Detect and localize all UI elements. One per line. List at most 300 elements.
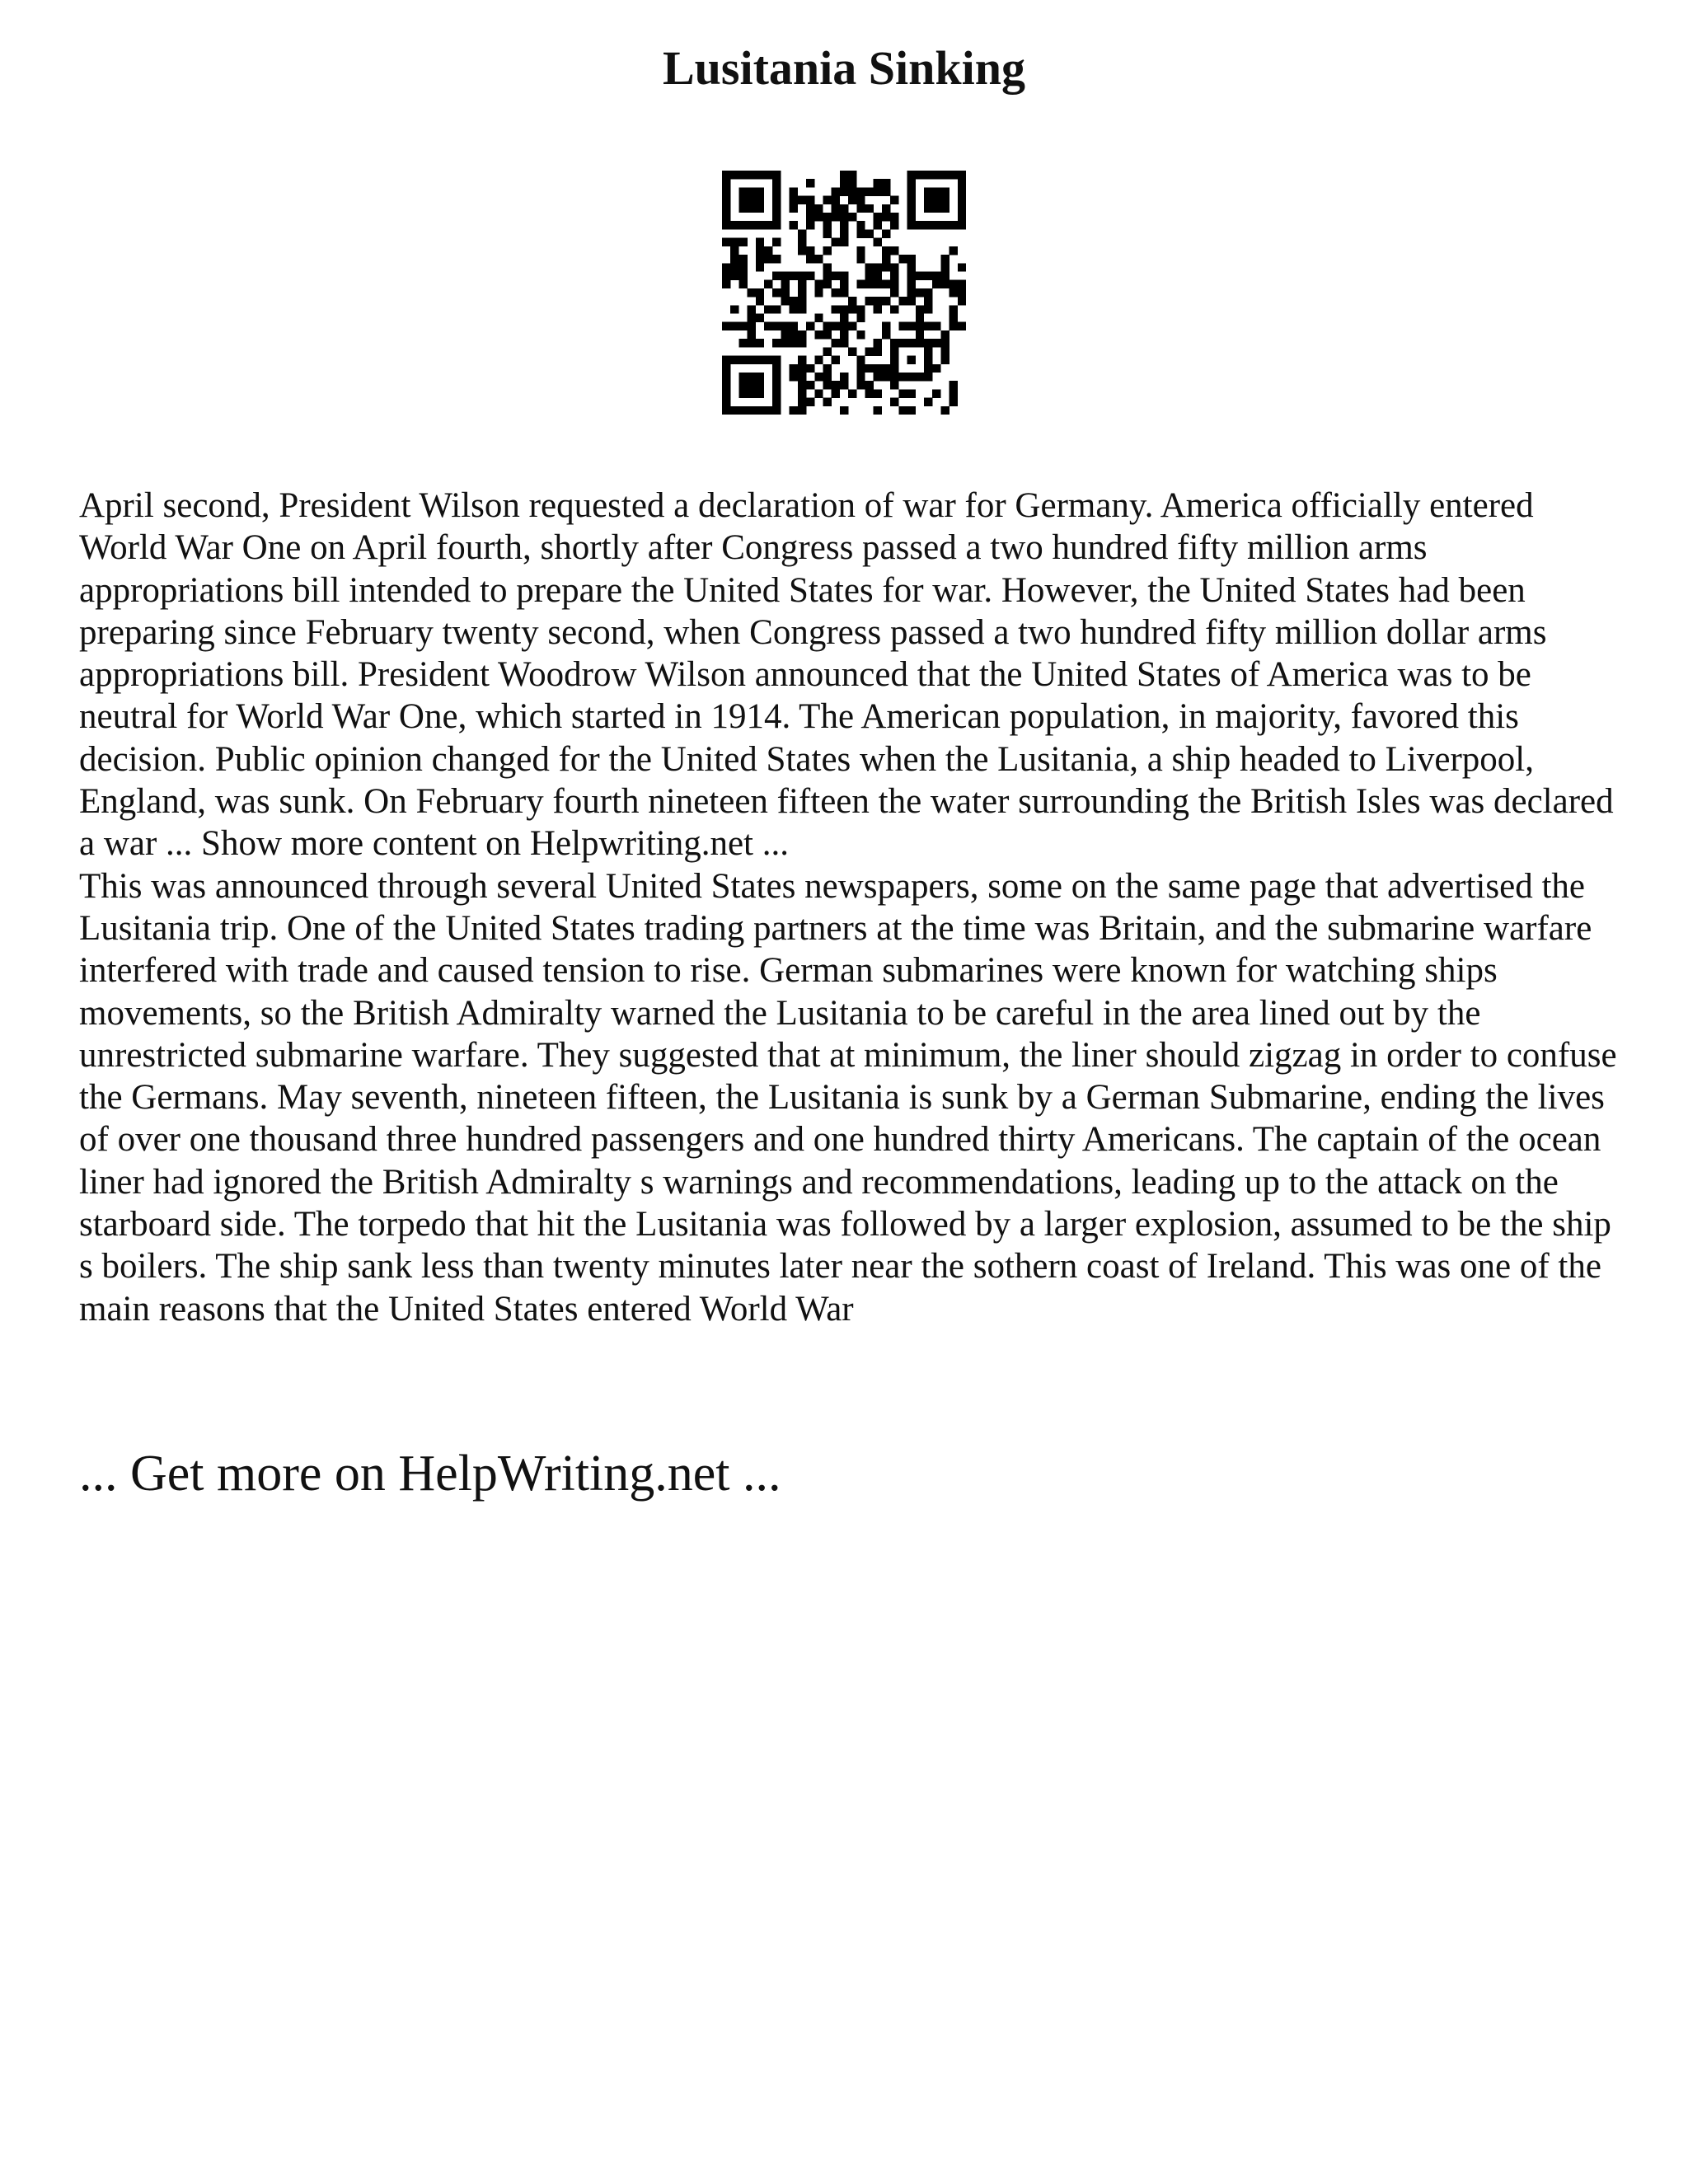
qr-module — [781, 288, 789, 297]
qr-module — [790, 187, 798, 195]
qr-module — [856, 305, 865, 313]
qr-module — [823, 246, 831, 255]
qr-module — [848, 389, 856, 397]
qr-module — [932, 339, 940, 347]
body-text — [79, 485, 1629, 1330]
qr-module — [865, 381, 874, 389]
qr-module — [958, 179, 966, 187]
qr-module — [898, 297, 907, 305]
qr-module — [840, 330, 848, 339]
qr-module — [814, 204, 823, 213]
qr-module — [865, 364, 874, 373]
qr-module — [790, 271, 798, 279]
qr-module — [756, 187, 764, 195]
qr-module — [856, 373, 865, 381]
qr-module — [882, 204, 890, 213]
qr-module — [722, 322, 730, 330]
qr-module — [898, 373, 907, 381]
qr-module — [924, 204, 932, 213]
paragraph-2: This was announced through several United States newspapers, some on the same page that advertised the Lusitania trip. One of the United States trading partners at the time was Britain, and the submarine warfare interfered with trade and caused tension to rise. German submarines were known for watching ships movements, so the British Admiralty warned the Lusitania to be careful in the area lined out by the unrestricted submarine warfare. They suggested that at minimum, the liner should zigzag in order to confuse the Germans. May seventh, nineteen fifteen, the Lusitania is sunk by a German Submarine, ending the lives of over one thousand three hundred passengers and one hundred thirty Americans. The captain of the ocean liner had ignored the British Admiralty s warnings and recommendations, leading up to the attack on the starboard side. The torpedo that hit the Lusitania was followed by a larger explosion, assumed to be the ship s boilers. The ship sank less than twenty minutes later near the sothern coast of Ireland. This was one of the main reasons that the United States entered World War — [79, 866, 1617, 1329]
qr-module — [856, 280, 865, 288]
qr-module — [781, 280, 789, 288]
qr-module — [924, 398, 932, 406]
qr-module — [958, 204, 966, 213]
qr-module — [772, 373, 781, 381]
qr-module — [865, 347, 874, 355]
qr-module — [924, 271, 932, 279]
qr-module — [738, 271, 747, 279]
qr-module — [924, 221, 932, 229]
qr-module — [756, 389, 764, 397]
qr-module — [874, 373, 882, 381]
qr-module — [882, 297, 890, 305]
qr-module — [916, 271, 924, 279]
qr-module — [806, 196, 814, 204]
qr-module — [932, 187, 940, 195]
qr-module — [738, 221, 747, 229]
qr-module — [940, 255, 949, 263]
qr-module — [932, 196, 940, 204]
qr-module — [756, 339, 764, 347]
qr-module — [856, 246, 865, 255]
qr-module — [882, 255, 890, 263]
qr-module — [764, 305, 772, 313]
qr-module — [890, 271, 898, 279]
qr-module — [940, 196, 949, 204]
qr-module — [772, 288, 781, 297]
qr-module — [840, 280, 848, 288]
qr-module — [848, 347, 856, 355]
qr-module — [840, 221, 848, 229]
qr-module — [832, 238, 840, 246]
qr-module — [730, 255, 738, 263]
qr-module — [890, 381, 898, 389]
qr-module — [798, 238, 806, 246]
qr-module — [722, 356, 730, 364]
qr-module — [840, 229, 848, 237]
qr-module — [756, 196, 764, 204]
qr-module — [874, 297, 882, 305]
qr-module — [940, 187, 949, 195]
qr-module — [790, 196, 798, 204]
qr-module — [806, 221, 814, 229]
qr-module — [916, 373, 924, 381]
qr-module — [924, 356, 932, 364]
qr-module — [772, 398, 781, 406]
qr-module — [748, 389, 756, 397]
qr-module — [823, 196, 831, 204]
qr-module — [772, 179, 781, 187]
qr-module — [840, 179, 848, 187]
qr-module — [924, 187, 932, 195]
qr-module — [882, 263, 890, 271]
qr-module — [798, 229, 806, 237]
qr-module — [898, 406, 907, 415]
qr-module — [748, 204, 756, 213]
qr-module — [882, 213, 890, 221]
qr-module — [890, 356, 898, 364]
qr-module — [958, 221, 966, 229]
qr-module — [806, 398, 814, 406]
qr-module — [730, 238, 738, 246]
qr-module — [722, 204, 730, 213]
qr-module — [806, 179, 814, 187]
qr-module — [924, 347, 932, 355]
qr-module — [756, 297, 764, 305]
qr-module — [840, 238, 848, 246]
qr-module — [832, 288, 840, 297]
qr-module — [848, 322, 856, 330]
qr-module — [865, 229, 874, 237]
qr-module — [832, 213, 840, 221]
qr-module — [874, 238, 882, 246]
qr-module — [798, 406, 806, 415]
qr-module — [856, 187, 865, 195]
qr-module — [814, 356, 823, 364]
qr-module — [823, 280, 831, 288]
qr-module — [848, 171, 856, 179]
qr-module — [950, 246, 958, 255]
qr-module — [772, 238, 781, 246]
qr-module — [806, 204, 814, 213]
qr-module — [840, 204, 848, 213]
qr-module — [856, 314, 865, 322]
qr-module — [730, 171, 738, 179]
qr-module — [874, 179, 882, 187]
qr-module — [907, 406, 916, 415]
qr-module — [798, 280, 806, 288]
qr-module — [772, 255, 781, 263]
qr-module — [950, 305, 958, 313]
qr-module — [823, 322, 831, 330]
qr-module — [856, 381, 865, 389]
qr-module — [730, 356, 738, 364]
qr-module — [916, 339, 924, 347]
qr-module — [738, 373, 747, 381]
qr-module — [840, 406, 848, 415]
qr-module — [890, 246, 898, 255]
qr-module — [764, 406, 772, 415]
qr-module — [940, 204, 949, 213]
qr-module — [874, 221, 882, 229]
qr-module — [722, 406, 730, 415]
qr-module — [722, 238, 730, 246]
qr-module — [738, 406, 747, 415]
qr-module — [823, 381, 831, 389]
qr-module — [924, 322, 932, 330]
qr-module — [772, 339, 781, 347]
qr-module — [730, 406, 738, 415]
qr-module — [916, 330, 924, 339]
qr-module — [907, 187, 916, 195]
qr-module — [865, 297, 874, 305]
qr-module — [856, 356, 865, 364]
qr-module — [848, 305, 856, 313]
qr-module — [924, 373, 932, 381]
qr-module — [840, 288, 848, 297]
qr-module — [772, 221, 781, 229]
qr-module — [832, 339, 840, 347]
qr-module — [840, 314, 848, 322]
qr-module — [722, 171, 730, 179]
qr-module — [790, 339, 798, 347]
qr-module — [730, 221, 738, 229]
qr-module — [958, 322, 966, 330]
qr-module — [790, 297, 798, 305]
qr-module — [756, 288, 764, 297]
qr-module — [832, 305, 840, 313]
qr-module — [932, 280, 940, 288]
qr-module — [814, 314, 823, 322]
qr-module — [748, 373, 756, 381]
qr-module — [832, 196, 840, 204]
qr-module — [814, 280, 823, 288]
qr-module — [924, 297, 932, 305]
qr-module — [950, 389, 958, 397]
qr-module — [756, 171, 764, 179]
qr-module — [848, 297, 856, 305]
qr-module — [848, 179, 856, 187]
qr-module — [907, 171, 916, 179]
qr-module — [806, 381, 814, 389]
qr-module — [916, 288, 924, 297]
qr-module — [907, 339, 916, 347]
qr-module — [738, 389, 747, 397]
qr-module — [764, 221, 772, 229]
qr-module — [823, 347, 831, 355]
qr-module — [790, 406, 798, 415]
qr-module — [772, 356, 781, 364]
qr-module — [738, 171, 747, 179]
qr-module — [932, 221, 940, 229]
qr-module — [790, 221, 798, 229]
qr-module — [874, 305, 882, 313]
qr-module — [738, 322, 747, 330]
qr-module — [907, 204, 916, 213]
qr-module — [907, 389, 916, 397]
qr-module — [958, 213, 966, 221]
qr-module — [890, 280, 898, 288]
qr-module — [958, 288, 966, 297]
qr-module — [798, 389, 806, 397]
qr-module — [916, 221, 924, 229]
qr-module — [798, 381, 806, 389]
qr-module — [940, 356, 949, 364]
qr-module — [748, 381, 756, 389]
qr-module — [890, 398, 898, 406]
qr-module — [865, 389, 874, 397]
qr-module — [832, 271, 840, 279]
qr-module — [840, 373, 848, 381]
qr-module — [840, 271, 848, 279]
qr-module — [907, 373, 916, 381]
qr-module — [814, 213, 823, 221]
qr-module — [907, 196, 916, 204]
get-more-link[interactable]: ... Get more on HelpWriting.net ... — [79, 1446, 781, 1502]
qr-module — [832, 187, 840, 195]
qr-module — [890, 339, 898, 347]
qr-module — [722, 398, 730, 406]
qr-module — [823, 364, 831, 373]
qr-module — [874, 389, 882, 397]
qr-module — [916, 322, 924, 330]
qr-module — [874, 271, 882, 279]
qr-module — [764, 280, 772, 288]
qr-module — [898, 339, 907, 347]
qr-module — [738, 339, 747, 347]
qr-module — [856, 255, 865, 263]
qr-module — [832, 381, 840, 389]
qr-module — [823, 221, 831, 229]
qr-module — [890, 196, 898, 204]
qr-module — [823, 330, 831, 339]
qr-module — [730, 246, 738, 255]
qr-module — [865, 187, 874, 195]
qr-module — [814, 255, 823, 263]
qr-module — [924, 305, 932, 313]
qr-module — [916, 171, 924, 179]
qr-module — [756, 221, 764, 229]
qr-module — [848, 213, 856, 221]
qr-module — [772, 171, 781, 179]
qr-code-icon — [722, 171, 966, 415]
qr-module — [772, 204, 781, 213]
qr-module — [738, 204, 747, 213]
document-title: Lusitania Sinking — [662, 41, 1026, 95]
qr-module — [722, 213, 730, 221]
qr-module — [798, 297, 806, 305]
qr-module — [865, 204, 874, 213]
qr-module — [748, 196, 756, 204]
qr-module — [806, 255, 814, 263]
qr-module — [916, 314, 924, 322]
qr-module — [738, 238, 747, 246]
qr-module — [840, 322, 848, 330]
qr-module — [882, 322, 890, 330]
qr-module — [950, 280, 958, 288]
qr-module — [790, 373, 798, 381]
qr-module — [756, 373, 764, 381]
qr-module — [856, 196, 865, 204]
qr-module — [848, 196, 856, 204]
qr-module — [748, 187, 756, 195]
qr-module — [790, 204, 798, 213]
qr-module — [882, 246, 890, 255]
qr-module — [823, 213, 831, 221]
qr-module — [772, 381, 781, 389]
qr-module — [764, 171, 772, 179]
qr-module — [958, 280, 966, 288]
qr-module — [840, 213, 848, 221]
qr-module — [722, 364, 730, 373]
qr-module — [738, 280, 747, 288]
qr-module — [890, 347, 898, 355]
qr-module — [748, 339, 756, 347]
qr-module — [832, 204, 840, 213]
qr-module — [932, 204, 940, 213]
qr-module — [924, 339, 932, 347]
qr-module — [748, 356, 756, 364]
qr-module — [840, 305, 848, 313]
qr-module — [798, 373, 806, 381]
qr-module — [882, 179, 890, 187]
qr-module — [772, 305, 781, 313]
qr-module — [806, 213, 814, 221]
qr-module — [950, 398, 958, 406]
qr-module — [790, 322, 798, 330]
qr-module — [890, 213, 898, 221]
qr-module — [781, 339, 789, 347]
qr-module — [840, 171, 848, 179]
qr-module — [882, 330, 890, 339]
qr-module — [958, 297, 966, 305]
qr-module — [907, 263, 916, 271]
qr-module — [722, 381, 730, 389]
qr-module — [790, 364, 798, 373]
qr-module — [748, 330, 756, 339]
qr-module — [940, 263, 949, 271]
qr-module — [882, 364, 890, 373]
qr-module — [772, 389, 781, 397]
qr-module — [764, 246, 772, 255]
qr-module — [950, 171, 958, 179]
qr-module — [722, 179, 730, 187]
qr-module — [756, 314, 764, 322]
qr-module — [907, 280, 916, 288]
qr-module — [798, 356, 806, 364]
qr-module — [840, 339, 848, 347]
qr-module — [722, 221, 730, 229]
qr-module — [823, 373, 831, 381]
qr-module — [738, 196, 747, 204]
qr-module — [940, 271, 949, 279]
qr-module — [722, 271, 730, 279]
qr-module — [748, 288, 756, 297]
qr-module — [756, 238, 764, 246]
qr-module — [907, 255, 916, 263]
qr-module — [932, 389, 940, 397]
qr-module — [940, 330, 949, 339]
qr-module — [772, 364, 781, 373]
qr-module — [874, 213, 882, 221]
qr-module — [916, 305, 924, 313]
qr-module — [950, 288, 958, 297]
qr-module — [798, 246, 806, 255]
qr-module — [823, 229, 831, 237]
qr-module — [907, 356, 916, 364]
qr-module — [874, 187, 882, 195]
qr-module — [772, 213, 781, 221]
qr-module — [848, 187, 856, 195]
qr-module — [823, 398, 831, 406]
qr-module — [748, 171, 756, 179]
qr-module — [882, 280, 890, 288]
qr-module — [814, 288, 823, 297]
qr-module — [772, 406, 781, 415]
qr-module — [874, 280, 882, 288]
qr-module — [890, 288, 898, 297]
qr-module — [790, 305, 798, 313]
qr-module — [798, 196, 806, 204]
qr-module — [748, 406, 756, 415]
qr-module — [924, 288, 932, 297]
qr-module — [730, 271, 738, 279]
qr-module — [907, 221, 916, 229]
qr-module — [722, 196, 730, 204]
qr-module — [798, 288, 806, 297]
qr-module — [874, 339, 882, 347]
qr-module — [940, 221, 949, 229]
